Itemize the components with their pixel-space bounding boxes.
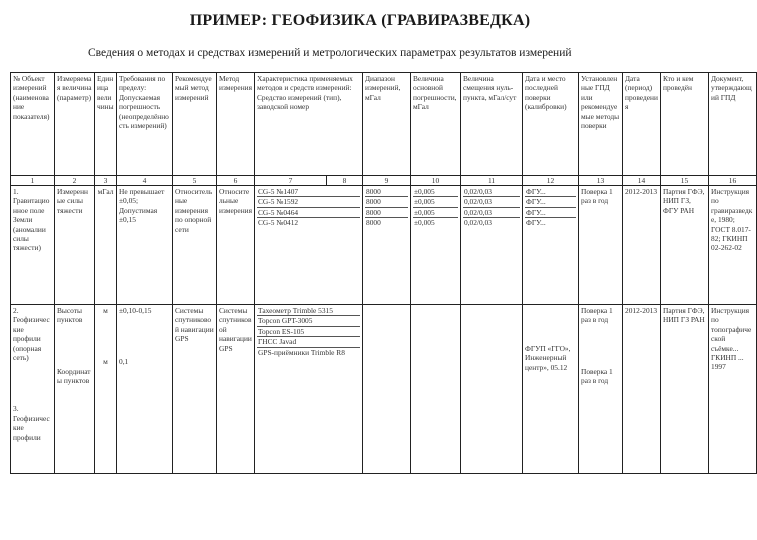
column-number: 3 — [95, 176, 117, 186]
header-cell: Единица величины — [95, 73, 117, 176]
row-range: 8000 8000 8000 8000 — [363, 186, 411, 305]
row-verification: ФГУП «ГГО», Инженерный центр», 05.12 — [523, 305, 579, 474]
column-number: 8 — [327, 176, 363, 186]
row-who: Партия ГФЭ, НИП ГЗ, ФГУ РАН — [661, 186, 709, 305]
row-base-error — [411, 305, 461, 474]
row-range — [363, 305, 411, 474]
header-cell: Метод измерения — [217, 73, 255, 176]
column-number: 2 — [55, 176, 95, 186]
row-quantity: Измеренные силы тяжести — [55, 186, 95, 305]
row-object: 2. Геофизические профили (опорная сеть) 3. Геофизические профили — [11, 305, 55, 474]
header-row — [11, 73, 757, 176]
row-requirement: Не превышает ±0,05; Допустимая ±0,15 — [117, 186, 173, 305]
row-quantity: Высоты пунктов Координаты пунктов — [55, 305, 95, 474]
row-drift: 0,02/0,03 0,02/0,03 0,02/0,03 0,02/0,03 — [461, 186, 523, 305]
row-unit: м м — [95, 305, 117, 474]
header-cell: Величина основной погрешности, мГал — [411, 73, 461, 176]
column-number-row — [11, 176, 757, 186]
header-cell: Требования по пределу: Допускаемая погрешность (неопределённость измерений) — [117, 73, 173, 176]
column-number: 13 — [579, 176, 623, 186]
header-cell: Дата и место последней поверки (калибровки) — [523, 73, 579, 176]
header-cell: Измеряемая величина (параметр) — [55, 73, 95, 176]
column-number: 4 — [117, 176, 173, 186]
header-cell: Кто и кем проведён — [661, 73, 709, 176]
row-method: Системы спутниковой навигации GPS — [173, 305, 217, 474]
row-unit: мГал — [95, 186, 117, 305]
column-number: 16 — [709, 176, 757, 186]
row-instruments: Тахеометр Trimble 5315 Topcon GPT-3005 Topcon ES-105 ГНСС Javad GPS-приёмники Trimble R8 — [255, 305, 363, 474]
page-title: ПРИМЕР: ГЕОФИЗИКА (ГРАВИРАЗВЕДКА) — [189, 12, 531, 29]
row-object: 1. Гравитационное поле Земли (аномалии силы тяжести) — [11, 186, 55, 305]
row-date: 2012-2013 — [623, 305, 661, 474]
row-method2: Системы спутниковой навигации GPS — [217, 305, 255, 474]
header-cell: Рекомендуемый метод измерений — [173, 73, 217, 176]
row-doc: Инструкция по гравиразведке, 1980; ГОСТ 8.017-82; ГКИНП 02-262-02 — [709, 186, 757, 305]
row-requirement: ±0,10-0,15 0,1 — [117, 305, 173, 474]
table-caption: Сведения о методах и средствах измерений и метрологических параметрах результатов измерений — [88, 47, 572, 59]
row-date: 2012-2013 — [623, 186, 661, 305]
column-number: 1 — [11, 176, 55, 186]
column-number: 7 — [255, 176, 327, 186]
row-verif-method: Поверка 1 раз в год Поверка 1 раз в год — [579, 305, 623, 474]
row-verification: ФГУ... ФГУ... ФГУ... ФГУ... — [523, 186, 579, 305]
row-method2: Относительные измерения — [217, 186, 255, 305]
column-number: 6 — [217, 176, 255, 186]
column-number: 11 — [461, 176, 523, 186]
header-cell: Документ, утверждающий ГПД — [709, 73, 757, 176]
row-doc: Инструкция по топографической съёмке... ГКИНП ... 1997 — [709, 305, 757, 474]
row-who: Партия ГФЭ, НИП ГЗ РАН — [661, 305, 709, 474]
column-number: 14 — [623, 176, 661, 186]
column-number: 15 — [661, 176, 709, 186]
column-number: 9 — [363, 176, 411, 186]
header-cell: Дата (период) проведения — [623, 73, 661, 176]
header-cell: Характеристика применяемых методов и средств измерений: Средство измерений (тип), заводской номер — [255, 73, 363, 176]
data-table — [10, 72, 753, 474]
table-row — [11, 305, 757, 474]
column-number: 5 — [173, 176, 217, 186]
row-base-error: ±0,005 ±0,005 ±0,005 ±0,005 — [411, 186, 461, 305]
column-number: 12 — [523, 176, 579, 186]
row-drift — [461, 305, 523, 474]
header-cell: Величина смещения нуль-пункта, мГал/сут — [461, 73, 523, 176]
row-method: Относительные измерения по опорной сети — [173, 186, 217, 305]
row-instruments: CG-5 №1407 CG-5 №1592 CG-5 №0464 CG-5 №0412 — [255, 186, 363, 305]
header-cell: Установленные ГПД или рекомендуемые методы поверки — [579, 73, 623, 176]
header-cell: № Объект измерений (наименование показателя) — [11, 73, 55, 176]
row-verif-method: Поверка 1 раз в год — [579, 186, 623, 305]
column-number: 10 — [411, 176, 461, 186]
table-row — [11, 186, 757, 305]
header-cell: Диапазон измерений, мГал — [363, 73, 411, 176]
